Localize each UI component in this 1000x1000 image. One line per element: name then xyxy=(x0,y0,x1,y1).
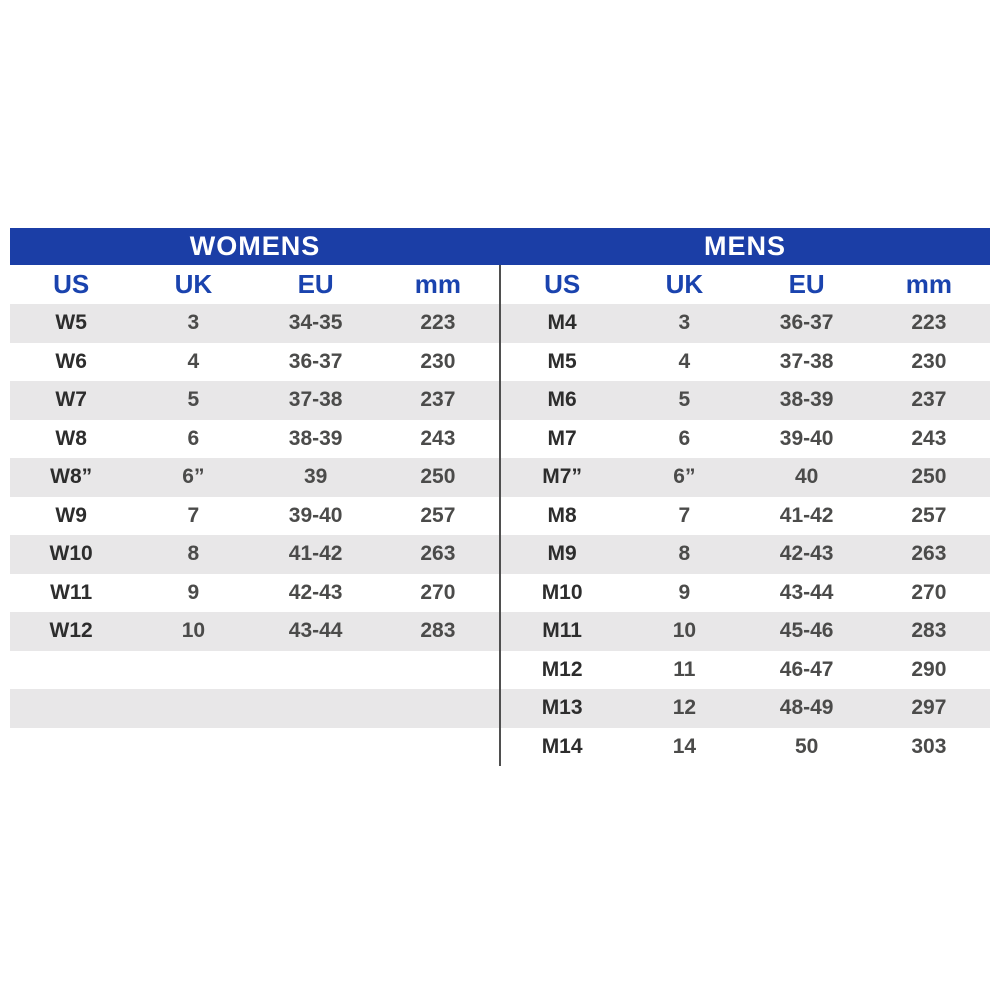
size-value-cell: 250 xyxy=(420,465,456,489)
size-label-cell: M12 xyxy=(541,657,583,681)
size-value-cell: 45-46 xyxy=(779,619,834,643)
size-label-cell: M4 xyxy=(547,311,577,335)
size-value-cell: 257 xyxy=(911,503,947,527)
size-value-cell: 3 xyxy=(187,311,200,335)
size-value-cell: 243 xyxy=(420,426,456,450)
table-row xyxy=(10,535,499,574)
table-row xyxy=(10,458,499,497)
size-value-cell: 4 xyxy=(187,349,200,373)
table-row xyxy=(10,689,499,728)
size-value-cell: 8 xyxy=(678,542,691,566)
table-row xyxy=(10,728,499,767)
table-row xyxy=(501,304,990,343)
shoe-size-chart xyxy=(10,228,990,766)
size-value-cell: 38-39 xyxy=(779,388,834,412)
size-value-cell: 9 xyxy=(187,580,200,604)
size-value-cell: 237 xyxy=(420,388,456,412)
size-value-cell: 36-37 xyxy=(779,311,834,335)
size-value-cell: 11 xyxy=(673,657,696,681)
size-value-cell: 36-37 xyxy=(288,349,343,373)
size-label-cell: W5 xyxy=(55,311,87,335)
column-header: EU xyxy=(297,269,334,299)
table-row xyxy=(10,304,499,343)
table-row xyxy=(501,497,990,536)
size-value-cell: 7 xyxy=(187,503,200,527)
size-value-cell: 283 xyxy=(420,619,456,643)
size-value-cell: 6” xyxy=(673,465,696,489)
size-label-cell: W12 xyxy=(49,619,93,643)
size-label-cell: M9 xyxy=(547,542,577,566)
tables-row xyxy=(10,265,990,766)
table-row xyxy=(10,497,499,536)
size-value-cell: 38-39 xyxy=(288,426,343,450)
mens-section-title: MENS xyxy=(703,231,786,261)
size-value-cell: 243 xyxy=(911,426,947,450)
womens-size-table xyxy=(10,265,499,766)
size-value-cell: 10 xyxy=(181,619,206,643)
size-label-cell: W8” xyxy=(50,465,93,489)
size-value-cell: 223 xyxy=(420,311,456,335)
size-value-cell: 42-43 xyxy=(288,580,343,604)
size-label-cell: M10 xyxy=(541,580,583,604)
table-row xyxy=(501,420,990,459)
table-row xyxy=(501,458,990,497)
size-value-cell: 6 xyxy=(187,426,200,450)
size-value-cell: 10 xyxy=(672,619,697,643)
size-value-cell: 257 xyxy=(420,503,456,527)
table-row xyxy=(501,343,990,382)
size-value-cell: 4 xyxy=(678,349,691,373)
column-header: US xyxy=(544,269,581,299)
size-value-cell: 7 xyxy=(678,503,691,527)
column-header: mm xyxy=(905,269,952,299)
size-label-cell: M11 xyxy=(542,619,582,643)
size-label-cell: M7” xyxy=(542,465,582,489)
womens-section-title: WOMENS xyxy=(189,231,321,261)
size-value-cell: 230 xyxy=(420,349,456,373)
size-value-cell: 230 xyxy=(911,349,947,373)
size-value-cell: 297 xyxy=(911,696,947,720)
column-header: mm xyxy=(414,269,461,299)
size-value-cell: 39-40 xyxy=(779,426,834,450)
size-value-cell: 9 xyxy=(678,580,691,604)
size-value-cell: 263 xyxy=(911,542,947,566)
title-bar xyxy=(10,228,990,265)
size-value-cell: 237 xyxy=(911,388,947,412)
table-row xyxy=(501,689,990,728)
size-value-cell: 303 xyxy=(911,734,947,758)
size-value-cell: 6” xyxy=(182,465,205,489)
column-header-row xyxy=(501,265,990,304)
column-header: US xyxy=(53,269,90,299)
size-value-cell: 50 xyxy=(794,734,819,758)
size-label-cell: W11 xyxy=(50,580,93,604)
size-label-cell: W6 xyxy=(55,349,87,373)
size-value-cell: 43-44 xyxy=(779,580,834,604)
size-value-cell: 250 xyxy=(911,465,947,489)
size-label-cell: M13 xyxy=(541,696,583,720)
size-value-cell: 37-38 xyxy=(779,349,834,373)
size-value-cell: 40 xyxy=(794,465,819,489)
size-value-cell: 39 xyxy=(303,465,328,489)
size-label-cell: M8 xyxy=(547,503,577,527)
table-row xyxy=(501,728,990,767)
table-row xyxy=(10,574,499,613)
size-value-cell: 6 xyxy=(678,426,691,450)
table-row xyxy=(501,612,990,651)
size-value-cell: 8 xyxy=(187,542,200,566)
size-value-cell: 3 xyxy=(678,311,691,335)
column-header: UK xyxy=(174,269,213,299)
size-label-cell: M6 xyxy=(547,388,577,412)
column-header: UK xyxy=(665,269,704,299)
size-value-cell: 37-38 xyxy=(288,388,343,412)
size-value-cell: 5 xyxy=(187,388,200,412)
table-row xyxy=(10,612,499,651)
size-value-cell: 263 xyxy=(420,542,456,566)
size-label-cell: M14 xyxy=(541,734,583,758)
size-value-cell: 270 xyxy=(420,580,456,604)
table-row xyxy=(501,381,990,420)
table-row xyxy=(501,574,990,613)
size-value-cell: 14 xyxy=(672,734,697,758)
table-row xyxy=(10,343,499,382)
size-label-cell: W8 xyxy=(55,426,87,450)
table-row xyxy=(501,651,990,690)
size-value-cell: 290 xyxy=(911,657,947,681)
size-label-cell: M7 xyxy=(547,426,577,450)
size-value-cell: 12 xyxy=(672,696,697,720)
size-value-cell: 48-49 xyxy=(779,696,834,720)
table-row xyxy=(10,420,499,459)
size-value-cell: 39-40 xyxy=(288,503,343,527)
size-value-cell: 283 xyxy=(911,619,947,643)
size-label-cell: M5 xyxy=(547,349,577,373)
column-header: EU xyxy=(788,269,825,299)
size-label-cell: W9 xyxy=(55,503,87,527)
size-value-cell: 270 xyxy=(911,580,947,604)
table-row xyxy=(501,535,990,574)
size-value-cell: 5 xyxy=(678,388,691,412)
table-row xyxy=(10,651,499,690)
size-label-cell: W10 xyxy=(49,542,93,566)
size-value-cell: 43-44 xyxy=(288,619,343,643)
size-value-cell: 42-43 xyxy=(779,542,834,566)
mens-size-table xyxy=(501,265,990,766)
size-value-cell: 34-35 xyxy=(288,311,343,335)
size-value-cell: 41-42 xyxy=(288,542,343,566)
size-value-cell: 41-42 xyxy=(779,503,834,527)
size-value-cell: 46-47 xyxy=(779,657,834,681)
size-label-cell: W7 xyxy=(55,388,87,412)
table-row xyxy=(10,381,499,420)
size-value-cell: 223 xyxy=(911,311,947,335)
table-body xyxy=(501,304,990,766)
column-header-row xyxy=(10,265,499,304)
table-body xyxy=(10,304,499,766)
